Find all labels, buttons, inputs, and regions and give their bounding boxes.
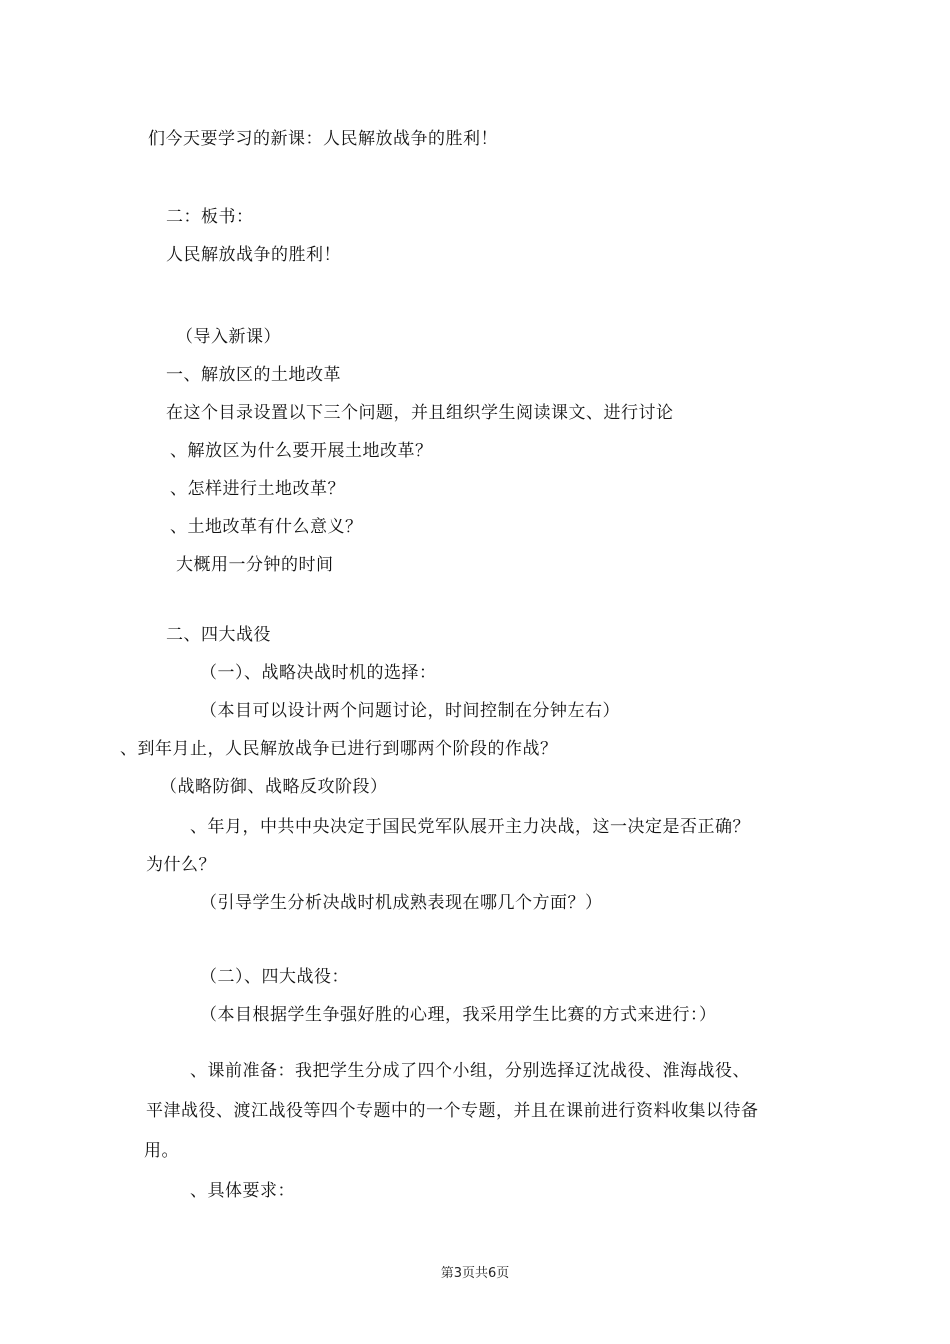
question-item: 、年月，中共中央决定于国民党军队展开主力决战，这一决定是否正确？	[190, 817, 750, 837]
section-heading: 二：板书：	[166, 207, 254, 227]
question-item: 、怎样进行土地改革？	[170, 479, 345, 499]
subsection-heading: （一）、战略决战时机的选择：	[200, 663, 437, 683]
text-line: （本目根据学生争强好胜的心理，我采用学生比赛的方式来进行：）	[200, 1005, 717, 1025]
subsection-heading: （二）、四大战役：	[200, 967, 349, 987]
question-item: 、解放区为什么要开展土地改革？	[170, 441, 433, 461]
page-footer: 第3页共6页	[440, 1266, 510, 1281]
text-line: 为什么？	[146, 855, 216, 875]
text-line: 、课前准备：我把学生分成了四个小组，分别选择辽沈战役、淮海战役、	[190, 1061, 750, 1081]
text-line: 在这个目录设置以下三个问题，并且组织学生阅读课文、进行讨论	[166, 403, 674, 423]
text-line: （引导学生分析决战时机成熟表现在哪几个方面？）	[200, 893, 603, 913]
text-line: 、具体要求：	[190, 1181, 295, 1201]
text-line: 大概用一分钟的时间	[176, 555, 334, 575]
question-item: 、土地改革有什么意义？	[170, 517, 363, 537]
board-title: 人民解放战争的胜利！	[166, 245, 341, 265]
text-line: 平津战役、渡江战役等四个专题中的一个专题，并且在课前进行资料收集以待备	[146, 1101, 759, 1121]
text-line: 们今天要学习的新课：人民解放战争的胜利！	[148, 129, 498, 149]
text-line: （导入新课）	[176, 327, 281, 347]
section-heading: 二、四大战役	[166, 625, 271, 645]
question-item: 、到年月止，人民解放战争已进行到哪两个阶段的作战？	[120, 739, 558, 759]
text-line: 用。	[144, 1141, 179, 1161]
section-heading: 一、解放区的土地改革	[166, 365, 341, 385]
text-line: （本目可以设计两个问题讨论，时间控制在分钟左右）	[200, 701, 620, 721]
answer-note: （战略防御、战略反攻阶段）	[160, 777, 388, 797]
